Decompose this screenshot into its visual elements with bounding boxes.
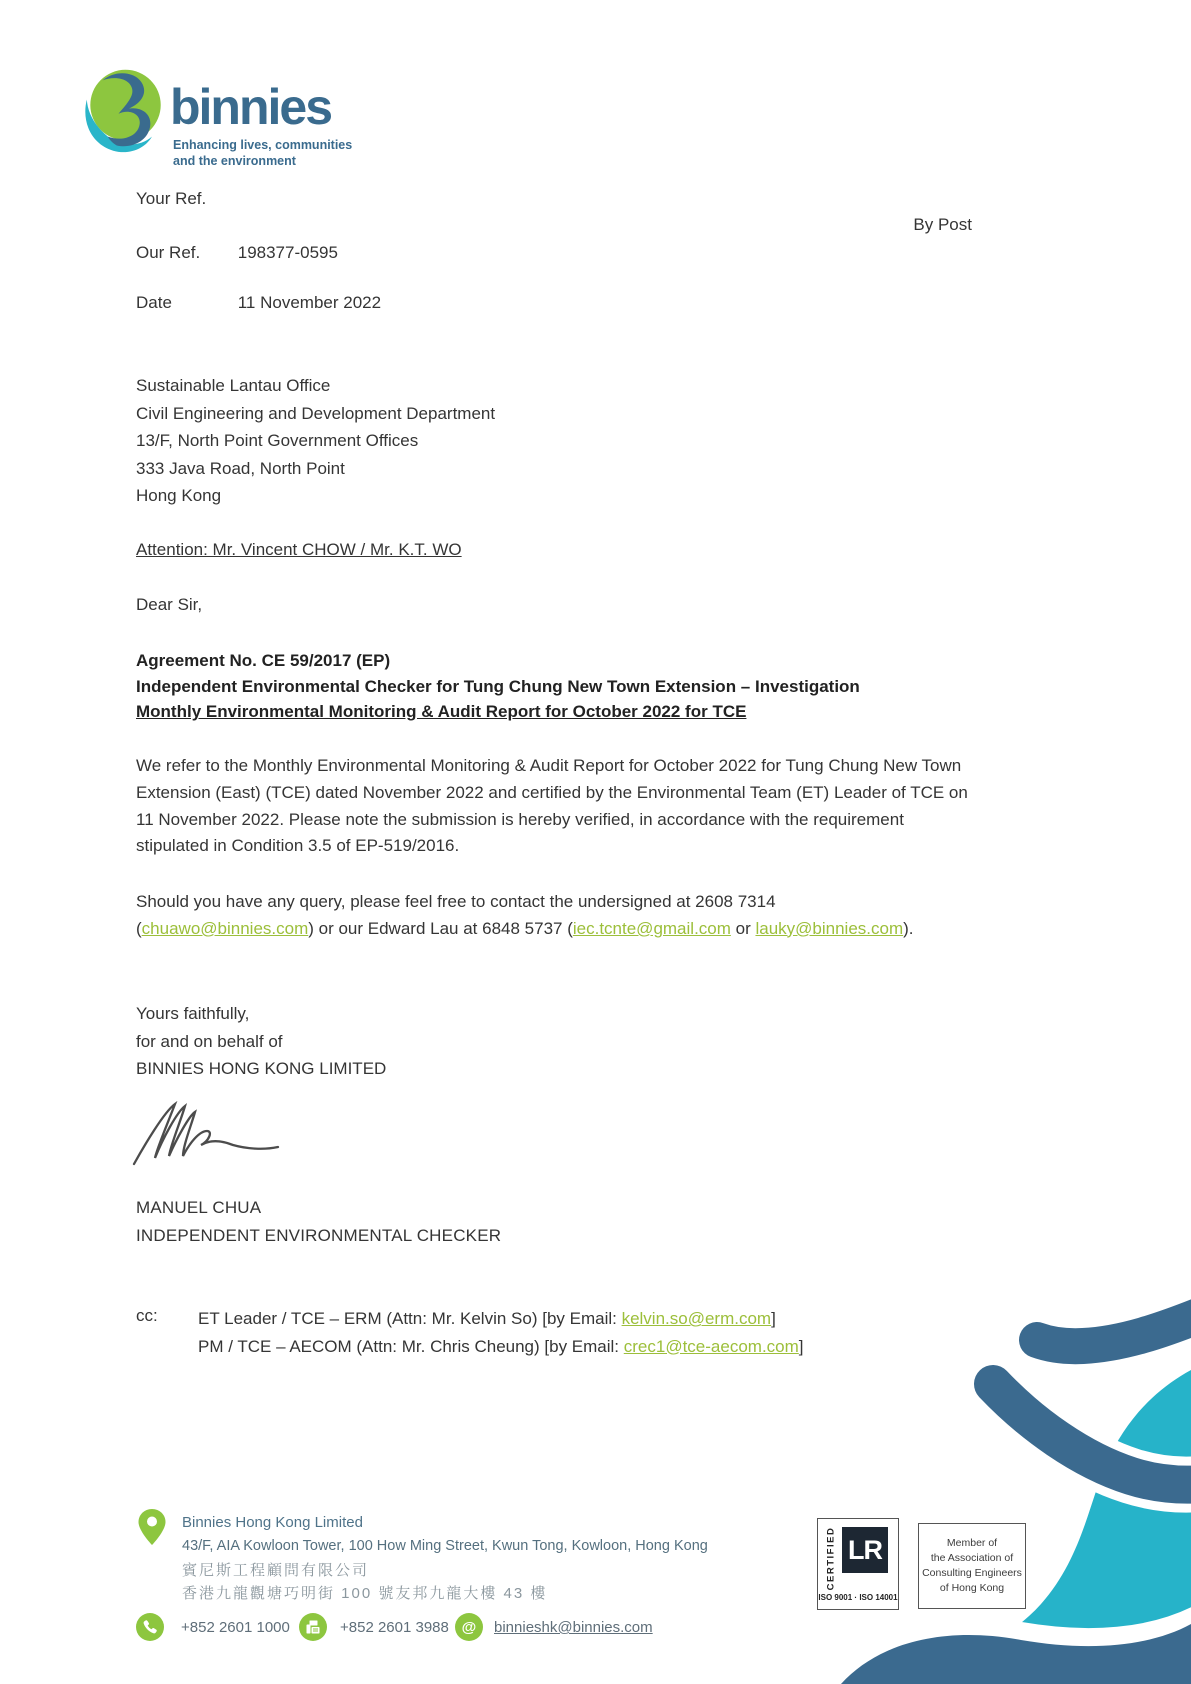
cc-line2-suffix: ] — [798, 1336, 804, 1356]
address-line: Hong Kong — [136, 486, 222, 505]
body-paragraph-2 — [136, 889, 981, 943]
paragraph2-text: ( — [136, 918, 142, 938]
email-link-crec1[interactable]: crec1@tce-aecom.com — [623, 1336, 799, 1356]
lr-certification-badge — [817, 1518, 899, 1610]
our-ref-value: 198377-0595 — [237, 243, 338, 262]
address-line: Civil Engineering and Development Department — [136, 403, 496, 423]
subject-block — [136, 648, 1036, 725]
membership-line: Member of — [946, 1536, 998, 1549]
by-post: By Post — [913, 215, 972, 234]
paragraph2-text: ). — [903, 918, 914, 938]
address-line: 13/F, North Point Government Offices — [136, 431, 419, 450]
email-at-icon: @ — [455, 1613, 483, 1641]
location-pin-icon — [137, 1508, 167, 1546]
email-link-chuawo[interactable]: chuawo@binnies.com — [141, 918, 309, 938]
brand-wordmark: binnies — [170, 79, 332, 135]
footer-fax: +852 2601 3988 — [340, 1619, 449, 1636]
date-value: 11 November 2022 — [237, 293, 382, 312]
email-link-iec-tcnte[interactable]: iec.tcnte@gmail.com — [572, 918, 731, 938]
closing-line1: Yours faithfully, — [136, 1004, 250, 1023]
paragraph2-text: Should you have any query, please feel free to contact the undersigned at 2608 7314 — [136, 892, 776, 911]
lr-certified-label: CERTIFIED — [825, 1526, 837, 1591]
fax-icon — [299, 1613, 327, 1641]
footer-email[interactable]: binnieshk@binnies.com — [494, 1619, 653, 1636]
cc-line1-suffix: ] — [771, 1309, 776, 1328]
salutation: Dear Sir, — [136, 595, 203, 614]
email-link-kelvin-so[interactable]: kelvin.so@erm.com — [621, 1309, 772, 1328]
subject-line2: Independent Environmental Checker for Tung Chung New Town Extension – Investigation — [136, 676, 860, 696]
signature-image — [130, 1100, 290, 1172]
recipient-address — [136, 372, 495, 510]
subject-line3: Monthly Environmental Monitoring & Audit Report for October 2022 for TCE — [136, 702, 747, 721]
lr-logo-icon: LR — [842, 1527, 888, 1573]
binnies-logo — [78, 66, 418, 166]
brand-tagline-line2: and the environment — [173, 153, 296, 168]
paragraph2-text: or — [730, 918, 756, 938]
signer-title: INDEPENDENT ENVIRONMENTAL CHECKER — [136, 1225, 502, 1245]
membership-line: the Association of — [930, 1551, 1014, 1564]
phone-icon — [136, 1613, 164, 1641]
date-row — [136, 290, 381, 316]
subject-line1: Agreement No. CE 59/2017 (EP) — [136, 651, 391, 670]
footer-address-en: 43/F, AIA Kowloon Tower, 100 How Ming Street, Kwun Tong, Kowloon, Hong Kong — [182, 1538, 708, 1554]
our-ref-label: Our Ref. — [136, 243, 201, 262]
footer-company-zh: 賓尼斯工程顧問有限公司 — [182, 1562, 370, 1579]
brand-tagline — [173, 138, 352, 169]
binnies-logo-mark-icon — [78, 68, 166, 156]
date-label: Date — [136, 293, 172, 312]
ace-membership-badge — [918, 1523, 1026, 1609]
attention-line: Attention: Mr. Vincent CHOW / Mr. K.T. WO — [136, 540, 462, 559]
footer-address-zh: 香港九龍觀塘巧明街 100 號友邦九龍大樓 43 樓 — [182, 1585, 548, 1602]
membership-line: of Hong Kong — [939, 1582, 1005, 1595]
body-paragraph-1: We refer to the Monthly Environmental Monitoring & Audit Report for October 2022 for Tung Chung New Town Extension (East) (TCE) dated November 2022 and certified by the Environmental Team (ET) Leader of TCE on 11 November 2022. Please note the submission is hereby verified, in accordance with the requirement stipulated in Condition 3.5 of EP-519/2016. — [136, 756, 968, 856]
your-ref-label: Your Ref. — [136, 189, 207, 208]
corner-swirl-graphic — [731, 1204, 1191, 1684]
signer-name: MANUEL CHUA — [136, 1198, 262, 1217]
cc-label: cc: — [136, 1306, 158, 1325]
brand-tagline-line1: Enhancing lives, communities — [173, 138, 353, 152]
your-ref-row — [136, 186, 233, 212]
cc-line1-text: ET Leader / TCE – ERM (Attn: Mr. Kelvin So) [by Email: — [198, 1309, 622, 1328]
footer-company: Binnies Hong Kong Limited — [182, 1514, 363, 1531]
cc-line2-text: PM / TCE – AECOM (Attn: Mr. Chris Cheung) [by Email: — [198, 1336, 624, 1356]
closing-block — [136, 1000, 386, 1083]
closing-line3: BINNIES HONG KONG LIMITED — [136, 1059, 387, 1078]
closing-line2: for and on behalf of — [136, 1031, 283, 1051]
address-line: 333 Java Road, North Point — [136, 458, 345, 478]
lr-iso-label: ISO 9001 · ISO 14001 — [818, 1593, 898, 1602]
our-ref-row — [136, 240, 338, 266]
footer-phone: +852 2601 1000 — [181, 1619, 290, 1636]
signer-block — [136, 1194, 501, 1249]
email-link-lauky[interactable]: lauky@binnies.com — [755, 918, 904, 938]
paragraph2-text: ) or our Edward Lau at 6848 5737 ( — [308, 918, 573, 938]
membership-line: Consulting Engineers — [922, 1567, 1022, 1579]
address-line: Sustainable Lantau Office — [136, 376, 331, 395]
